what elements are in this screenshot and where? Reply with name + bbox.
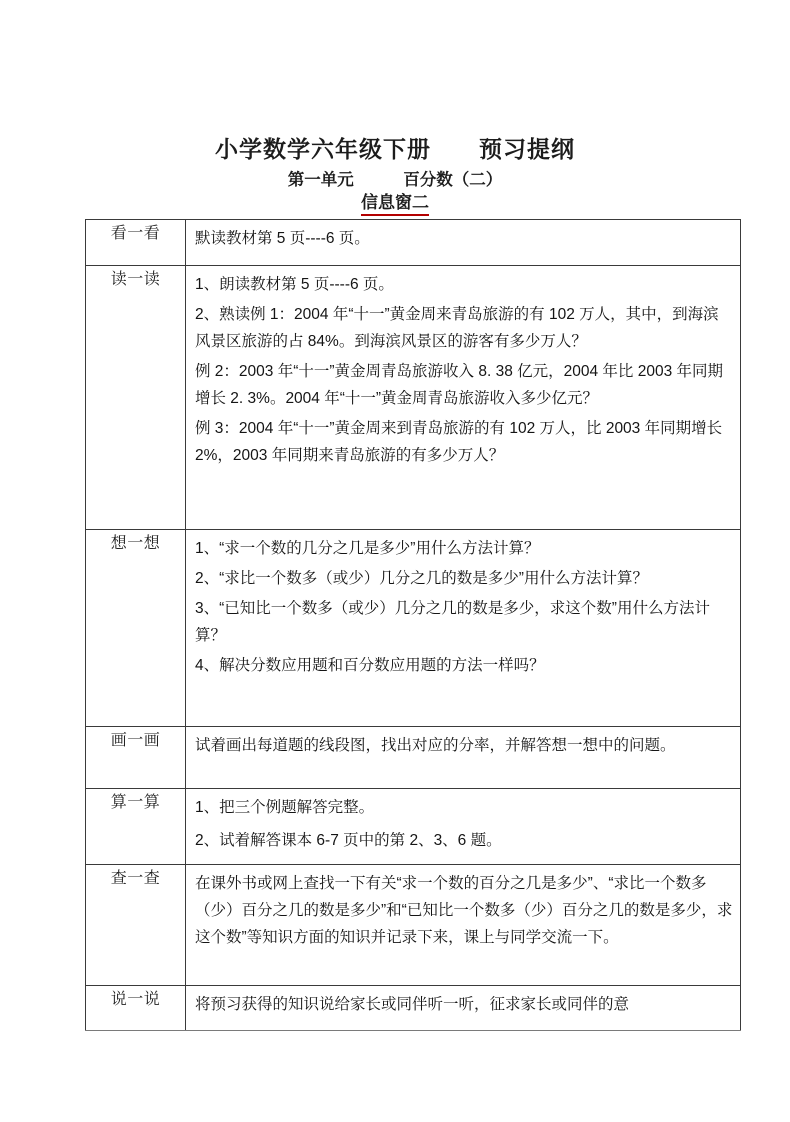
table-row	[86, 530, 741, 727]
page-title: 小学数学六年级下册 预习提纲	[215, 136, 575, 162]
table-row	[86, 220, 741, 266]
row-label-look: 看一看	[86, 220, 186, 266]
row-text: 2、熟读例 1：2004 年“十一”黄金周来青岛旅游的有 102 万人，其中，到海滨风景区旅游的占 84%。到海滨风景区的游客有多少万人？	[195, 306, 719, 350]
row-label-read: 读一读	[86, 266, 186, 530]
row-label-draw: 画一画	[86, 727, 186, 789]
row-text: 试着画出每道题的线段图，找出对应的分率，并解答想一想中的问题。	[195, 737, 676, 754]
row-text: 1、朗读教材第 5 页----6 页。	[195, 276, 394, 293]
table-row	[86, 789, 741, 865]
row-content	[186, 789, 741, 865]
row-content	[186, 530, 741, 727]
row-content	[186, 220, 741, 266]
document-header	[0, 0, 790, 216]
row-label-speak: 说一说	[86, 986, 186, 1031]
row-text: 将预习获得的知识说给家长或同伴听一听，征求家长或同伴的意	[195, 996, 630, 1013]
row-text: 2、试着解答课本 6-7 页中的第 2、3、6 题。	[195, 832, 502, 849]
table-row	[86, 727, 741, 789]
section-title-wrap	[0, 193, 790, 216]
row-content	[186, 986, 741, 1031]
row-text: 默读教材第 5 页----6 页。	[195, 230, 370, 247]
row-content	[186, 865, 741, 986]
preview-outline-table	[85, 219, 741, 1031]
row-text: 3、“已知比一个数多（或少）几分之几的数是多少，求这个数”用什么方法计算？	[195, 600, 710, 644]
page-subtitle: 第一单元 百分数（二）	[287, 171, 503, 189]
row-text: 4、解决分数应用题和百分数应用题的方法一样吗？	[195, 657, 545, 674]
row-text: 例 3：2004 年“十一”黄金周来到青岛旅游的有 102 万人，比 2003 年同期增长 2%，2003 年同期来青岛旅游的有多少万人？	[195, 420, 723, 464]
row-content	[186, 266, 741, 530]
row-label-think: 想一想	[86, 530, 186, 727]
row-text: 1、把三个例题解答完整。	[195, 799, 375, 816]
table-row	[86, 266, 741, 530]
table-row	[86, 865, 741, 986]
row-label-search: 查一查	[86, 865, 186, 986]
section-title: 信息窗二	[361, 193, 429, 216]
row-text: 例 2：2003 年“十一”黄金周青岛旅游收入 8. 38 亿元，2004 年比 2003 年同期增长 2. 3%。2004 年“十一”黄金周青岛旅游收入多少亿元？	[195, 363, 724, 407]
row-label-calculate: 算一算	[86, 789, 186, 865]
row-text: 在课外书或网上查找一下有关“求一个数的百分之几是多少”、“求比一个数多（少）百分之几的数是多少”和“已知比一个数多（少）百分之几的数是多少，求这个数”等知识方面的知识并记录下来，课上与同学交流一下。	[195, 875, 733, 946]
row-content	[186, 727, 741, 789]
table-row	[86, 986, 741, 1031]
row-text: 1、“求一个数的几分之几是多少”用什么方法计算？	[195, 540, 540, 557]
row-text: 2、“求比一个数多（或少）几分之几的数是多少”用什么方法计算？	[195, 570, 648, 587]
